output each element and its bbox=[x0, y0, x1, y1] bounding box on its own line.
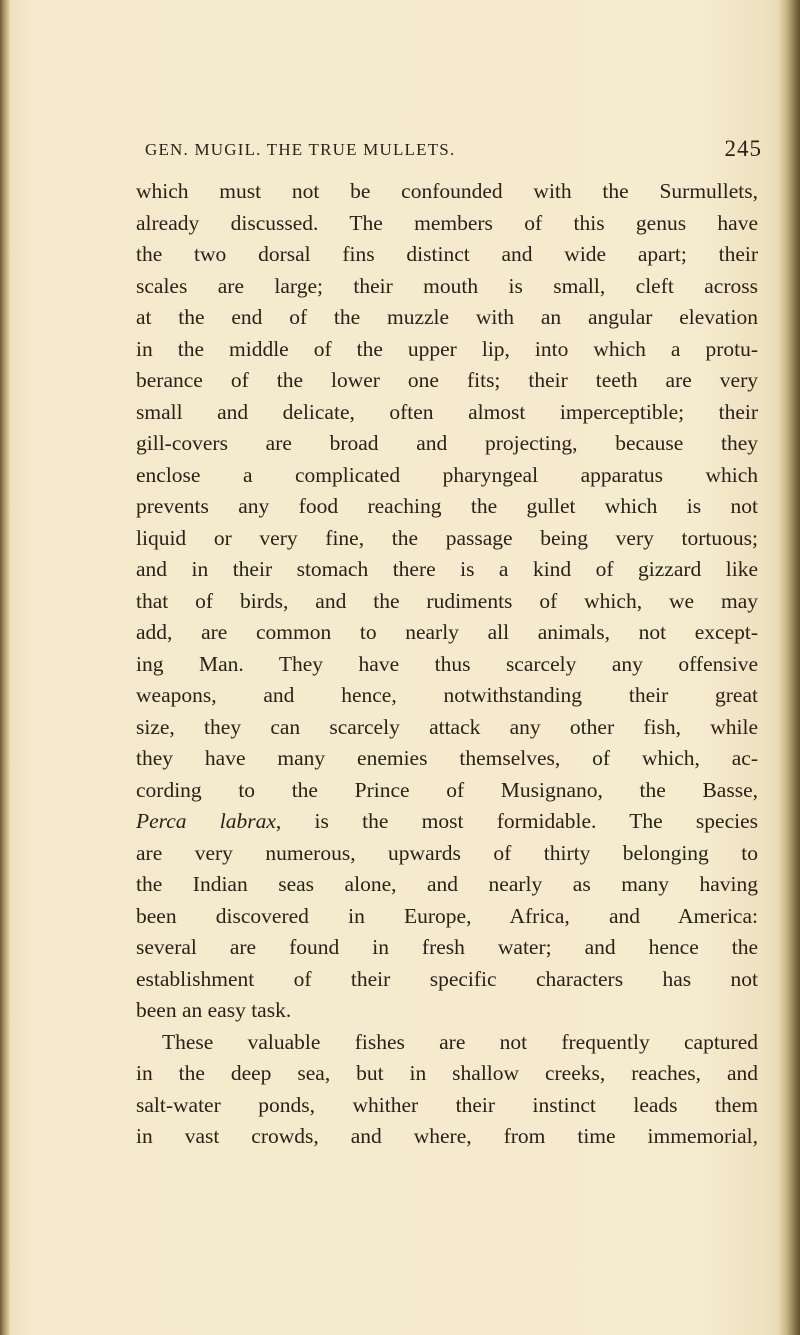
text-line: they have many enemies themselves, of which, ac- bbox=[136, 746, 758, 770]
text-line: scales are large; their mouth is small, cleft across bbox=[136, 273, 758, 298]
text-line: size, they can scarcely attack any other fish, while bbox=[136, 714, 758, 739]
text-line: weapons, and hence, notwithstanding their great bbox=[136, 683, 758, 707]
species-name: Perca labrax bbox=[136, 809, 276, 833]
text-line: cording to the Prince of Musignano, the Basse, bbox=[136, 777, 758, 802]
text-line: which must not be confounded with the Surmullets, bbox=[136, 179, 758, 203]
text-line: that of birds, and the rudiments of which, we may bbox=[136, 588, 758, 613]
text-line: prevents any food reaching the gullet which is not bbox=[136, 494, 758, 518]
text-line: in vast crowds, and where, from time immemorial, bbox=[136, 1124, 758, 1148]
page-number: 245 bbox=[724, 136, 762, 161]
text-line-with-species-name bbox=[136, 806, 758, 838]
text-line: berance of the lower one fits; their teeth are very bbox=[136, 368, 758, 392]
text-line: in the middle of the upper lip, into which a protu- bbox=[136, 336, 758, 361]
text-line: several are found in fresh water; and hence the bbox=[136, 935, 758, 959]
text-line: gill-covers are broad and projecting, because they bbox=[136, 431, 758, 455]
text-line: at the end of the muzzle with an angular elevation bbox=[136, 305, 758, 329]
page-header bbox=[120, 136, 762, 168]
text-line: establishment of their specific characters has not bbox=[136, 966, 758, 991]
text-line: add, are common to nearly all animals, not except- bbox=[136, 620, 758, 644]
paragraph-start-line: These valuable fishes are not frequently captured bbox=[162, 1029, 758, 1054]
text-line: the two dorsal fins distinct and wide apart; their bbox=[136, 242, 758, 266]
text-line: in the deep sea, but in shallow creeks, reaches, and bbox=[136, 1061, 758, 1085]
text-line: enclose a complicated pharyngeal apparatus which bbox=[136, 462, 758, 487]
text-line: salt-water ponds, whither their instinct leads them bbox=[136, 1092, 758, 1117]
text-line: been discovered in Europe, Africa, and America: bbox=[136, 903, 758, 928]
text-line: liquid or very fine, the passage being very tortuous; bbox=[136, 525, 758, 550]
text-line: small and delicate, often almost imperceptible; their bbox=[136, 399, 758, 424]
page-left-edge bbox=[0, 0, 10, 1335]
text-line: and in their stomach there is a kind of gizzard like bbox=[136, 557, 758, 581]
text-fragment: , is the most formidable. The species bbox=[275, 809, 758, 833]
page-right-edge bbox=[778, 0, 800, 1335]
text-line: the Indian seas alone, and nearly as many having bbox=[136, 872, 758, 896]
body-text bbox=[136, 176, 758, 1153]
text-line: are very numerous, upwards of thirty belonging to bbox=[136, 840, 758, 865]
paragraph-end-line: been an easy task. bbox=[136, 998, 292, 1022]
running-head: GEN. MUGIL. THE TRUE MULLETS. bbox=[145, 140, 456, 159]
text-line: ing Man. They have thus scarcely any offensive bbox=[136, 651, 758, 676]
text-line: already discussed. The members of this genus have bbox=[136, 210, 758, 235]
